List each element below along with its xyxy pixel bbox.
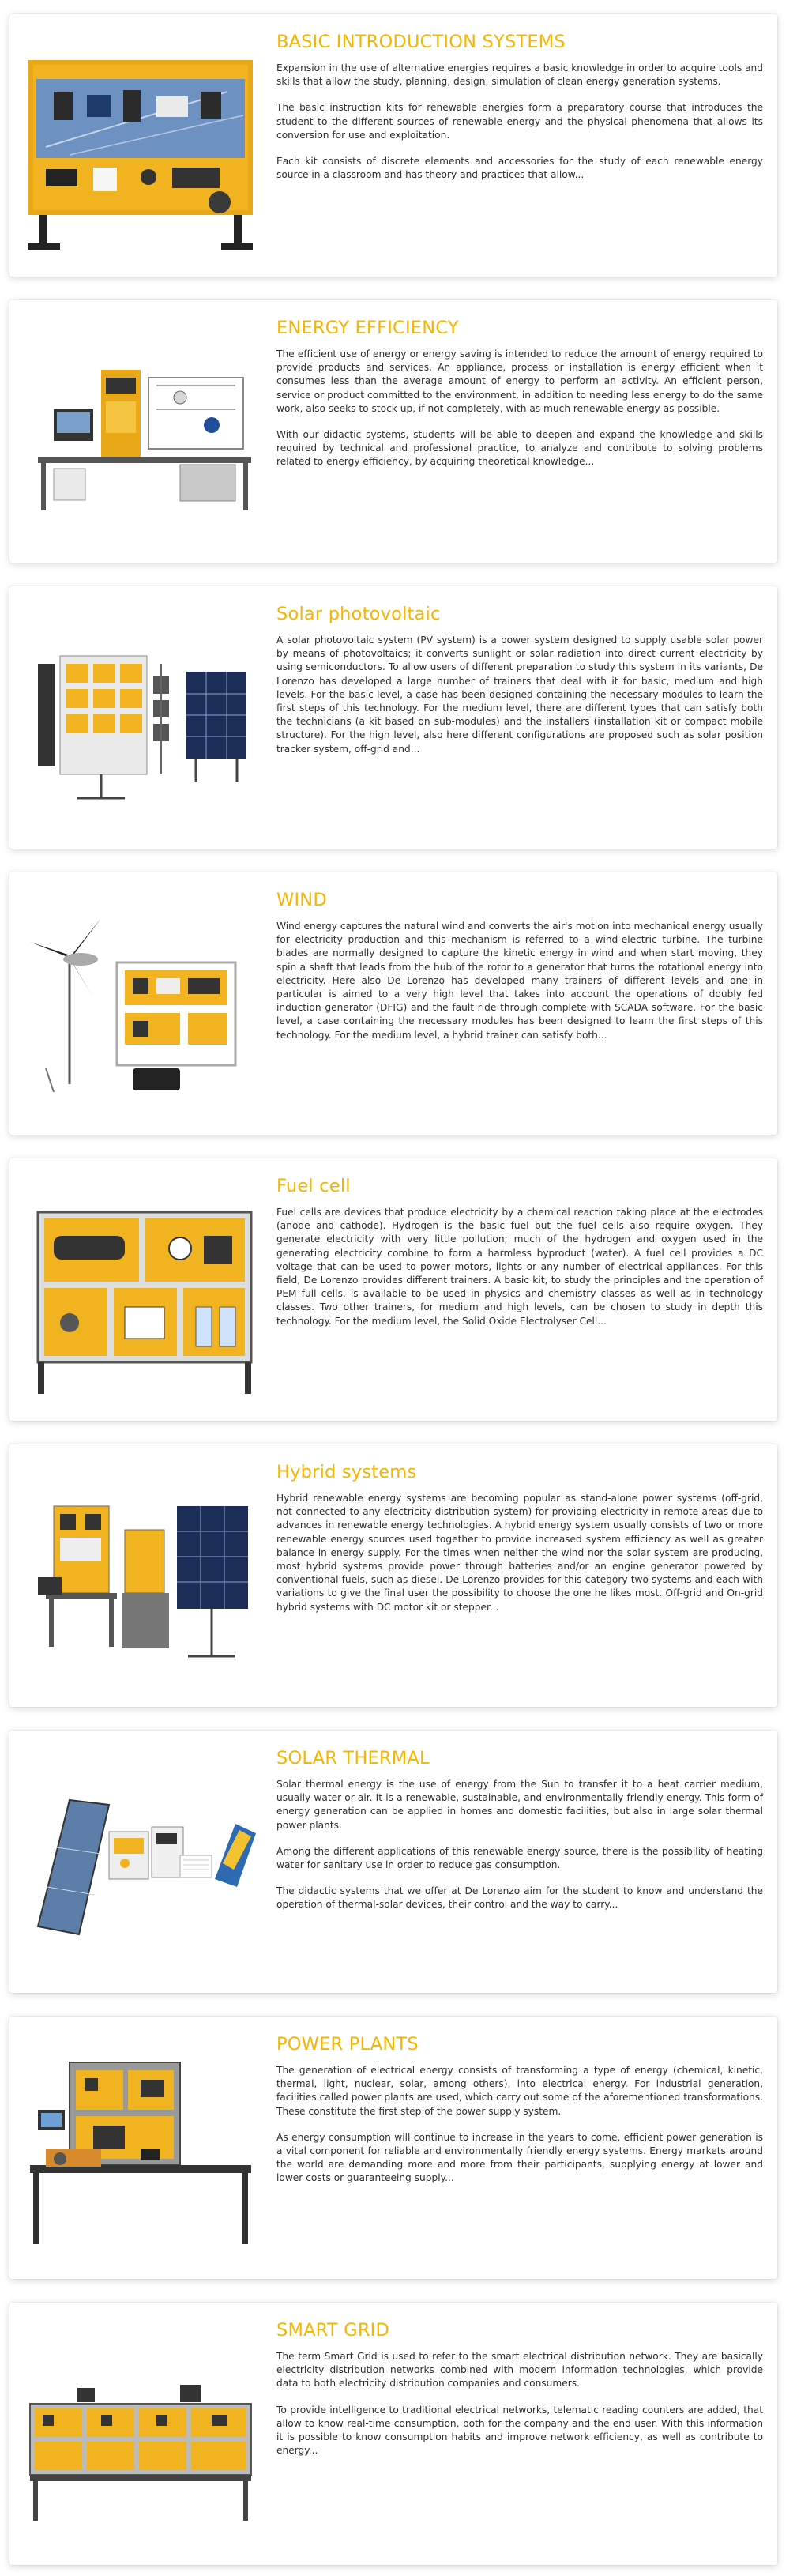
card-paragraph: The efficient use of energy or energy saving is intended to reduce the amount of energy required to provide products and services. An appliance, process or installation is energy efficient when it consumes less than the average amount of energy to perform an activity. An efficient person, service or product committed to the environment, in addition to needing less energy to do the same work, also seeks to stock up, if not completely, with as much renewable energy as possible. [276,348,763,414]
card-title[interactable]: Hybrid systems [276,1462,417,1482]
card-paragraph: The generation of electrical energy consists of transforming a type of energy (chemical, kinetic, thermal, light, nuclear, solar, among others), into electrical energy. For industrial generation, facilities called power plants are used, which carry out some of the aforementioned transformations. These constitute the first step of the power supply system. [276,2065,763,2117]
card-paragraph: A solar photovoltaic system (PV system) is a power system designed to supply usable solar power by means of photovoltaics; it converts sunlight or solar radiation into direct current electricity by using semiconductors. To allow users of different preparation to study this system in its variants, De Lorenzo has developed a large number of trainers that deal with it for basic, medium and high levels. For the basic level, a case has been designed containing the necessary modules to learn the first steps of this technology. For the medium level, there are different types that can satisfy both the technicians (a kit based on sub-modules) and the installers (installation kit or compact mobile structure). For the high level, also here different configurations are proposed such as solar position tracker system, off-grid and... [276,635,763,755]
card-paragraph: Expansion in the use of alternative energies requires a basic knowledge in order to acquire tools and skills that allow the study, planning, design, simulation of clean energy generation systems. [276,62,763,88]
solar-thermal-collector-icon[interactable] [22,1745,259,1975]
card-paragraph: To provide intelligence to traditional electrical networks, telematic reading counters are added, that allow to know real-time consumption, both for the company and the end user. With this information it is possible to know consumption habits and improve network efficiency, as well as contribute to energy... [276,2404,763,2457]
solar-panel-icon[interactable] [22,601,259,831]
card-paragraph: Fuel cells are devices that produce electricity by a chemical reaction taking place at the electrodes (anode and cathode). Hydrogen is the basic fuel but the fuel cells also require oxygen. They generate electricity with very little pollution; much of the hydrogen and oxygen used in the generating electricity combine to form a harmless byproduct (water). A fuel cell provides a DC voltage that can be used to power motors, lights or any number of electrical appliances. For this field, De Lorenzo provides different trainers. A basic kit, to study the principles and the operation of PEM full cells, is available to be used in physics and chemistry classes as well as in technology classes. Two other trainers, for medium and high levels, can be chosen to study in depth this technology. For the medium level, the Solid Oxide Electrolyser Cell... [276,1207,763,1327]
card-paragraph: The term Smart Grid is used to refer to the smart electrical distribution network. They are basically electricity distribution networks combined with modern information technologies, which provide data to both electricity distribution companies and consumers. [276,2351,763,2390]
trainer-panel-icon[interactable] [22,28,259,259]
category-card-hybrid-systems[interactable] [9,1444,777,1707]
category-card-solar-photovoltaic[interactable] [9,586,777,849]
card-title[interactable]: POWER PLANTS [276,2034,419,2054]
card-paragraph: Wind energy captures the natural wind and converts the air's motion into mechanical energy usually for electricity production and this mechanism is referred to a wind-electric turbine. The turbine blades are normally designed to capture the kinetic energy in wind and when start moving, they spin a shaft that leads from the hub of the rotor to a generator that turns the rotational energy into electricity. Here also De Lorenzo has developed many trainers of different levels and one in particular is aimed to a very high level that takes into account the operations of doubly fed induction generator (DFIG) and the fault ride through complete with SCADA software. For the basic level, a case containing the necessary modules has been designed to learn the first steps of this technology. For the medium level, a hybrid trainer can satisfy both... [276,921,763,1041]
hvac-trainer-icon[interactable] [22,314,259,545]
card-title[interactable]: SMART GRID [276,2320,390,2341]
smart-grid-trainer-icon[interactable] [22,2317,259,2548]
category-card-power-plants[interactable] [9,2017,777,2279]
category-card-fuel-cell[interactable] [9,1158,777,1421]
card-paragraph: Each kit consists of discrete elements and accessories for the study of each renewable energy source in a classroom and has theory and practices that allow... [276,156,763,181]
category-card-energy-efficiency[interactable] [9,300,777,563]
power-plant-trainer-icon[interactable] [22,2031,259,2262]
fuel-cell-trainer-icon[interactable] [22,1173,259,1403]
card-title[interactable]: BASIC INTRODUCTION SYSTEMS [276,32,566,52]
card-paragraph: The basic instruction kits for renewable energies form a preparatory course that introduces the student to the different sources of renewable energy and the physical phenomena that allows its conversion for use and exploitation. [276,102,763,141]
card-paragraph: With our didactic systems, students will be able to deepen and expand the knowledge and skills required by technical and professional practice, to analyze and contribute to solving problems related to energy efficiency, by acquiring theoretical knowledge... [276,429,763,468]
category-card-wind[interactable] [9,872,777,1135]
card-paragraph: Solar thermal energy is the use of energy from the Sun to transfer it to a heat carrier medium, usually water or air. It is a renewable, sustainable, and environmentally friendly energy. This form of energy generation can be applied in homes and domestic facilities, but also in large solar thermal power plants. [276,1779,763,1831]
card-title[interactable]: Fuel cell [276,1176,351,1196]
category-card-solar-thermal[interactable] [9,1731,777,1993]
card-paragraph: Hybrid renewable energy systems are becoming popular as stand-alone power systems (off-grid, not connected to any electricity distribution system) for providing electricity in remote areas due to advances in renewable energy technologies. A hybrid energy system usually consists of two or more renewable energy sources used together to provide increased system efficiency as well as greater balance in energy supply. For the times when neither the wind nor the solar system are producing, most hybrid systems provide power through batteries and/or an engine generator powered by conventional fuels, such as diesel. De Lorenzo provides for this category two systems and each with variations to give the final user the possibility to choose the one he likes most. Off-grid and On-grid hybrid systems with DC motor kit or stepper... [276,1493,763,1613]
wind-turbine-icon[interactable] [22,887,259,1117]
card-title[interactable]: WIND [276,890,327,910]
card-paragraph: Among the different applications of this renewable energy source, there is the possibility of heating water for sanitary use in order to reduce gas consumption. [276,1845,763,1871]
category-card-smart-grid[interactable] [9,2303,777,2565]
category-card-basic-introduction[interactable] [9,14,777,277]
card-title[interactable]: Solar photovoltaic [276,604,441,624]
card-paragraph: As energy consumption will continue to increase in the years to come, efficient power generation is a vital component for reliable and environmentally friendly energy systems. Energy markets around the world are demanding more and more from their participants, supplying energy at lower and lower costs or guaranteeing supply... [276,2131,763,2184]
card-title[interactable]: SOLAR THERMAL [276,1748,430,1768]
card-title[interactable]: ENERGY EFFICIENCY [276,318,459,338]
hybrid-system-icon[interactable] [22,1459,259,1689]
card-paragraph: The didactic systems that we offer at De Lorenzo aim for the student to know and understand the operation of thermal-solar devices, their control and the way to carry... [276,1885,763,1911]
